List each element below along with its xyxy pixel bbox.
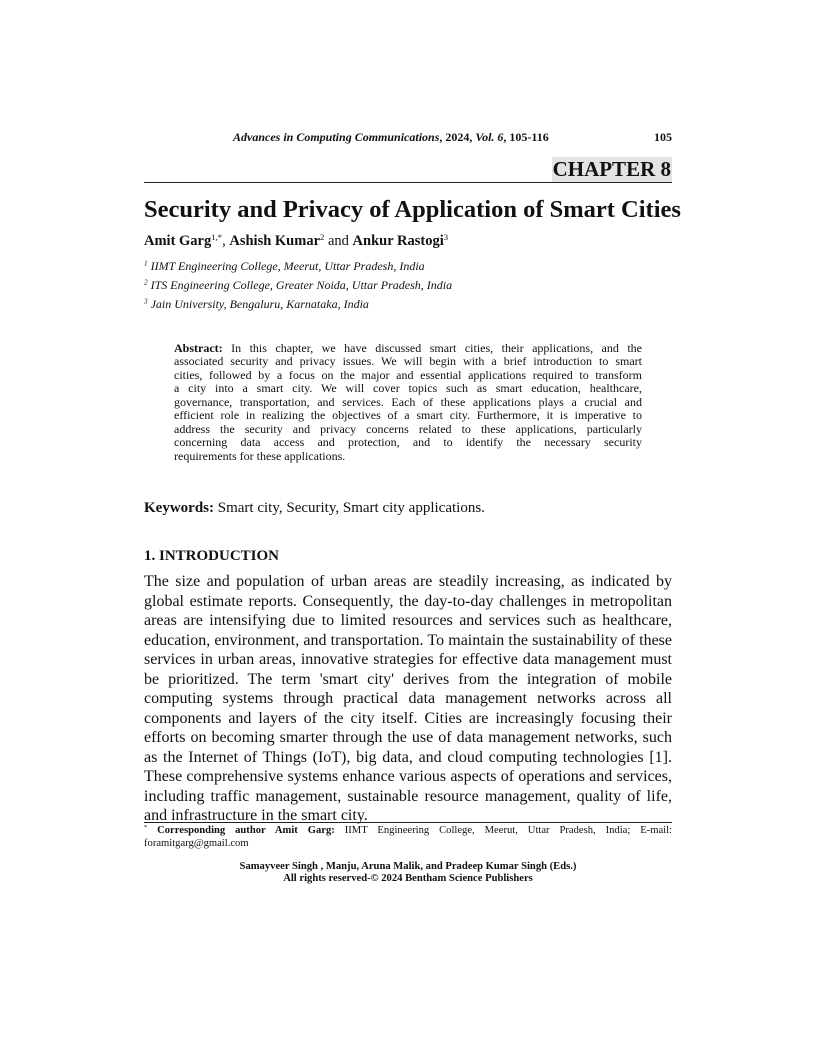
affiliation-sup: 1 (144, 259, 148, 268)
footnote-label: Corresponding author Amit Garg: (147, 825, 335, 836)
body-line: as the Internet of Things (IoT), big data, and cloud computing technologies [1]. (144, 748, 672, 766)
body-line: services in urban areas, innovative strategies for effective data management must (144, 651, 672, 668)
chapter-label: CHAPTER 8 (552, 157, 671, 181)
section-heading: 1. INTRODUCTION (144, 548, 280, 564)
abstract-text: concerning data access and protection, and to identify the necessary security (174, 435, 642, 450)
footnote-text: IIMT Engineering College, Meerut, Uttar Pradesh, India; E-mail: (334, 825, 672, 836)
body-line: components and layers of the city itself. Cities are increasingly focusing their (144, 709, 672, 727)
footnote-rule (144, 822, 672, 823)
author-list (144, 233, 448, 250)
abstract-text: associated security and privacy issues. We will begin with a brief introduction to smart (174, 354, 642, 369)
footnote-email: foramitgarg@gmail.com (144, 837, 249, 849)
abstract-line (174, 342, 642, 355)
abstract-line (174, 409, 642, 422)
body-line: The size and population of urban areas are steadily increasing, as indicated by (144, 573, 672, 590)
affiliation (144, 278, 452, 293)
abstract-text: efficient role in realizing the objectives of a smart city. Furthermore, it is imperative to (174, 408, 642, 423)
footnote (144, 825, 672, 850)
abstract-text: cities, followed by a focus on the major and essential applications required to transform (174, 367, 642, 382)
journal-citation: Advances in Computing Communications, 2024, Vol. 6, 105-116 (233, 130, 549, 144)
abstract-line (174, 450, 642, 463)
affiliation (144, 297, 369, 312)
author-sep: , (222, 233, 230, 249)
body-line: computing systems through practical data management networks across all (144, 690, 672, 707)
editors-line: Samayveer Singh , Manju, Aruna Malik, and Pradeep Kumar Singh (Eds.) (239, 861, 577, 872)
keywords-text: Smart city, Security, Smart city applications. (214, 500, 485, 516)
abstract-line (174, 423, 642, 436)
affiliation-text: ITS Engineering College, Greater Noida, Uttar Pradesh, India (147, 278, 453, 292)
affiliation-text: IIMT Engineering College, Meerut, Uttar Pradesh, India (147, 259, 425, 273)
abstract-line (174, 355, 642, 368)
publisher-info (144, 861, 672, 885)
abstract-line (174, 382, 642, 395)
abstract-text: requirements for these applications. (174, 448, 346, 463)
rights-line: All rights reserved-© 2024 Bentham Science Publishers (283, 873, 533, 884)
body-line: areas are intensifying due to limited resources and services such as healthcare, (144, 612, 672, 629)
body-line: be prioritized. The term 'smart city' derives from the integration of mobile (144, 670, 672, 688)
abstract-text: In this chapter, we have discussed smart cities, their applications, and the (222, 341, 642, 355)
abstract (174, 342, 642, 463)
abstract-text: governance, transportation, and services. Each of these applications plays a crucial and (174, 394, 642, 409)
abstract-line (174, 436, 642, 449)
abstract-text: a city into a smart city. We will cover topics such as smart education, healthcare, (174, 381, 642, 396)
abstract-line (174, 369, 642, 382)
body-line: These comprehensive systems enhance various aspects of operations and services, (144, 768, 672, 785)
affiliation-text: Jain University, Bengaluru, Karnataka, India (147, 297, 369, 311)
author-sup: 2 (320, 231, 325, 242)
body-line: and infrastructure in the smart city. (144, 807, 368, 824)
keywords (144, 500, 485, 517)
author-name: Amit Garg (144, 233, 212, 249)
keywords-label: Keywords: (144, 500, 214, 516)
author-sep: and (324, 233, 353, 249)
header-rule (144, 182, 672, 183)
chapter-title: Security and Privacy of Application of Smart Cities (144, 196, 681, 223)
abstract-text: address the security and privacy concerns related to these applications, particularly (174, 421, 642, 436)
author-name: Ankur Rastogi (352, 233, 444, 249)
abstract-label: Abstract: (174, 341, 223, 355)
author-sup: 3 (443, 231, 449, 242)
body-line: including traffic management, sustainable resource management, quality of life, (144, 787, 672, 805)
body-line: education, environment, and transportation. To maintain the sustainability of these (144, 631, 672, 649)
affiliation-sup: 2 (144, 278, 148, 287)
affiliation-sup: 3 (144, 297, 148, 306)
body-line: global estimate reports. Consequently, the day-to-day challenges in metropolitan (144, 592, 672, 610)
body-line: efforts on becoming smarter through the use of data management networks, such (144, 729, 672, 746)
footnote-sup: * (144, 824, 148, 832)
page-number: 105 (654, 130, 672, 144)
abstract-line (174, 396, 642, 409)
affiliation (144, 259, 425, 274)
body-paragraph (144, 572, 672, 826)
author-sup: 1,* (211, 231, 223, 242)
footnote-line (144, 825, 672, 838)
author-name: Ashish Kumar (229, 233, 321, 249)
